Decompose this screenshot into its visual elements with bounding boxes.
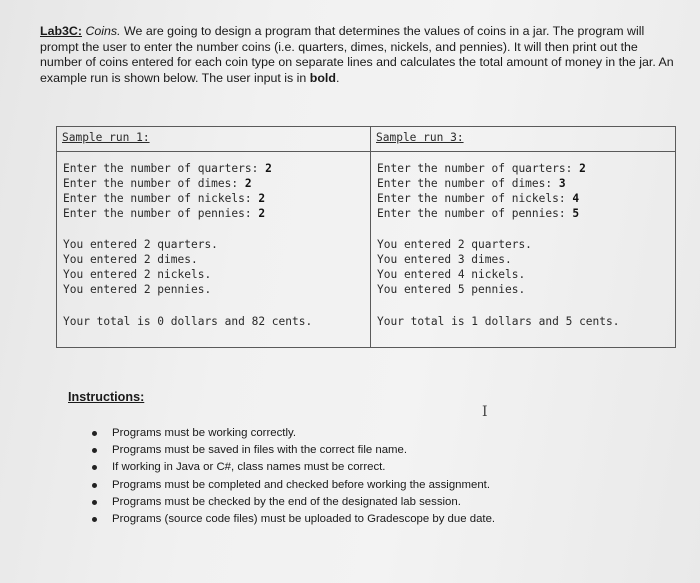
bold-word: bold [309,70,336,85]
echo-line: You entered 2 quarters. [377,238,532,251]
bullet-icon [92,483,97,488]
bullet-icon [92,465,97,470]
list-item: Programs (source code files) must be uploaded to Gradescope by due date. [88,511,608,528]
intro-paragraph [40,24,680,86]
coins-word: Coins. [85,24,121,38]
prompt-line: Enter the number of nickels: 2 [63,192,266,205]
text-cursor-icon: I [482,404,488,420]
instructions-list [88,425,608,528]
sample-run-3-title: Sample run 3: [371,127,675,152]
prompt-line: Enter the number of dimes: 2 [63,177,252,190]
sample-run-3-total: Your total is 1 dollars and 5 cents. [377,315,620,328]
sample-run-1-column [57,127,371,347]
sample-run-1-total: Your total is 0 dollars and 82 cents. [63,315,313,328]
echo-line: You entered 4 nickels. [377,268,526,281]
list-item: Programs must be completed and checked before working the assignment. [88,477,608,494]
list-item: If working in Java or C#, class names must be correct. [88,459,608,476]
prompt-line: Enter the number of pennies: 2 [63,207,266,220]
instructions-heading: Instructions: [68,390,145,404]
sample-run-1-title: Sample run 1: [57,127,370,152]
bullet-icon [92,500,97,505]
sample-runs-table [56,126,676,348]
sample-run-3-echoes [377,237,532,297]
list-item: Programs must be saved in files with the correct file name. [88,442,608,459]
bullet-icon [92,517,97,522]
echo-line: You entered 2 quarters. [63,238,218,251]
sample-run-1-prompts [63,161,272,221]
echo-line: You entered 2 nickels. [63,268,212,281]
sample-run-1-echoes [63,237,218,297]
list-item: Programs must be working correctly. [88,425,608,442]
bullet-icon [92,431,97,436]
sample-run-3-prompts [377,161,586,221]
echo-line: You entered 3 dimes. [377,253,512,266]
prompt-line: Enter the number of dimes: 3 [377,177,566,190]
intro-end: . [335,70,340,85]
bullet-icon [92,448,97,453]
intro-text: We are going to design a program that determines the values of coins in a jar. The program will prompt the user to enter the number coins (i.e. quarters, dimes, nickels, and pennies). It will then print out the number of coins entered for each coin type on separate lines and calculates the total amount of money in the jar. An example run is shown below. The user input is in [40,24,674,85]
prompt-line: Enter the number of quarters: 2 [377,162,586,175]
prompt-line: Enter the number of nickels: 4 [377,192,580,205]
list-item: Programs must be checked by the end of the designated lab session. [88,494,608,511]
sample-run-3-column [371,127,675,347]
echo-line: You entered 2 pennies. [63,283,212,296]
lab-label: Lab3C: [40,24,82,38]
prompt-line: Enter the number of quarters: 2 [63,162,272,175]
echo-line: You entered 2 dimes. [63,253,198,266]
echo-line: You entered 5 pennies. [377,283,526,296]
prompt-line: Enter the number of pennies: 5 [377,207,580,220]
